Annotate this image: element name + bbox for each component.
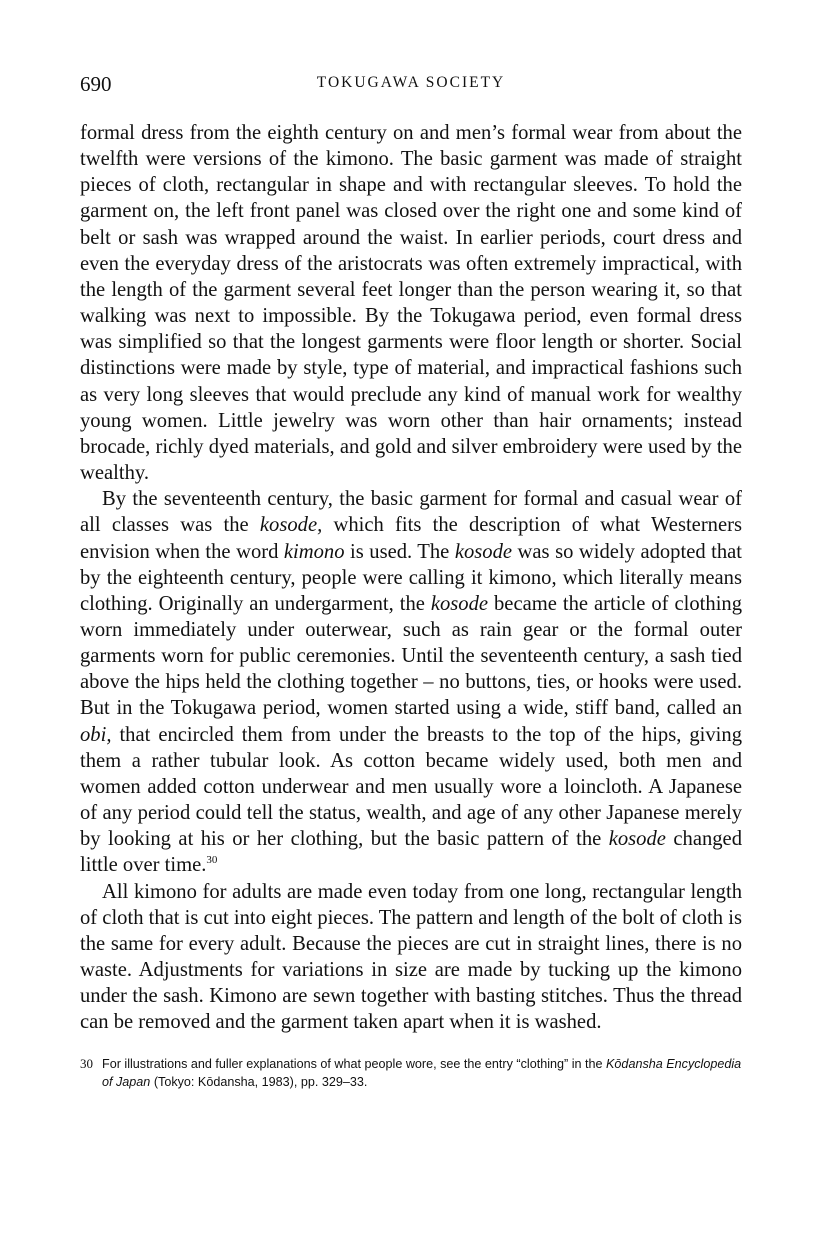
text-run: formal dress from the eighth century on and men’s formal wear from about the twelfth were versions of the kimono. The basic garment was made of straight pieces of cloth, rectangular in shape and with rectangular sleeves. To hold the garment on, the left front panel was closed over the right one and some kind of belt or sash was wrapped around the waist. In earlier periods, court dress and even the everyday dress of the aristocrats was often extremely impractical, with the length of the garment several feet longer than the person wearing it, so that walking was next to impossible. By the Tokugawa period, even formal dress was simplified so that the longest garments were floor length or shorter. Social distinctions were made by style, type of material, and impractical fashions such as very long sleeves that would preclude any kind of manual work for wealthy young women. Little jewelry was worn other than hair ornaments; instead brocade, richly dyed materials, and gold and silver embroidery were used by the wealthy. <box>80 122 742 485</box>
text-run: changed little over time. <box>80 828 742 877</box>
italic-term: kosode <box>608 828 666 851</box>
footnote-text <box>102 1057 741 1089</box>
paragraph <box>80 879 742 1036</box>
running-head <box>80 72 742 98</box>
paragraph <box>80 120 742 486</box>
running-title: TOKUGAWA SOCIETY <box>316 74 506 91</box>
body-text <box>80 120 742 1035</box>
text-run: was so widely adopted that by the eighteenth century, people were calling it kimono, which literally means clothing. Originally an undergarment, the <box>80 540 743 615</box>
text-run: All kimono for adults are made even today from one long, rectangular length of cloth that is cut into eight pieces. The pattern and length of the bolt of cloth is the same for every adult. Because the pieces are cut in straight lines, there is no waste. Adjustments for variations in size are made by tucking up the kimono under the sash. Kimono are sewn together with basting stitches. Thus the thread can be removed and the garment taken apart when it is washed. <box>80 880 742 1034</box>
footnote-30 <box>80 1055 742 1091</box>
text-run: (Tokyo: Kōdansha, 1983), pp. 329–33. <box>150 1075 368 1090</box>
book-page <box>80 72 742 1091</box>
text-run: became the article of clothing worn immediately under outerwear, such as rain gear or the formal outer garments worn for public ceremonies. Until the seventeenth century, a sash tied above the hips held the clothing together – no buttons, ties, or hooks were used. But in the Tokugawa period, women started using a wide, stiff band, called an <box>80 592 743 720</box>
italic-term: kimono <box>283 540 345 563</box>
italic-term: Kōdansha Encyclopedia of Japan <box>102 1057 742 1090</box>
footnote-reference: 30 <box>206 854 218 867</box>
text-run: that encircled them from under the breasts to the top of the hips, giving them a rather tubular look. As cotton became widely used, both men and women added cotton underwear and men usually wore a loincloth. A Japanese of any period could tell the status, wealth, and age of any other Japanese merely by looking at his or her clothing, but the basic pattern of the <box>80 723 742 851</box>
text-run: For illustrations and fuller explanations of what people wore, see the entry “clothing” in the <box>102 1057 607 1072</box>
italic-term: kosode <box>454 540 513 563</box>
text-run: which fits the description of what Westerners envision when the word <box>80 514 742 563</box>
footnote-number: 30 <box>80 1056 93 1072</box>
italic-term: kosode <box>430 592 489 615</box>
text-run: By the seventeenth century, the basic garment for formal and casual wear of all classes was the <box>80 488 742 537</box>
italic-term: obi, <box>80 723 112 746</box>
italic-term: kosode, <box>259 514 323 537</box>
page-number: 690 <box>80 72 112 96</box>
paragraph <box>80 486 742 878</box>
text-run: is used. The <box>344 540 455 563</box>
